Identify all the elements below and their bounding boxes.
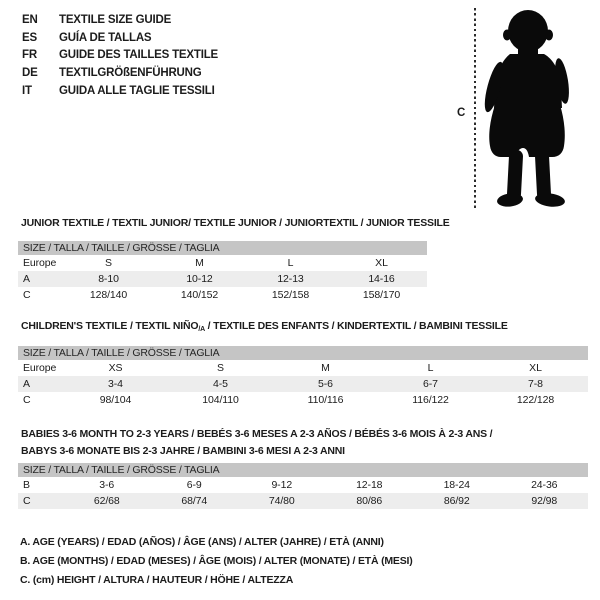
baby-ear-left [503,30,511,41]
baby-torso [494,54,562,108]
age-cell: 7-8 [528,378,543,390]
size-cell: XL [529,362,542,374]
language-row-en [22,11,218,29]
footnote-a: A. AGE (YEARS) / EDAD (AÑOS) / ÂGE (ANS) / ALTER (JAHRE) / ETÀ (ANNI) [20,535,384,548]
babies-title-line2: BABYS 3-6 MONATE BIS 2-3 JAHRE / BAMBINI 3-6 MESI A 2-3 ANNI [21,445,345,457]
size-header-bar: SIZE / TALLA / TAILLE / GRÖSSE / TAGLIA [18,463,588,477]
children-size-table [18,346,588,408]
size-cell: S [105,257,112,269]
height-cell: 110/116 [307,394,344,406]
children-title-main: CHILDREN'S TEXTILE / TEXTIL NIÑO [21,320,199,332]
table-row-europe [18,360,588,376]
table-row-age [18,376,588,392]
height-cell: 92/98 [531,495,558,507]
language-row-fr [22,46,218,64]
row-label: A [23,273,30,285]
language-code: ES [22,31,37,44]
table-row-age [18,271,427,287]
footnote-c: C. (cm) HEIGHT / ALTURA / HAUTEUR / HÖHE / ALTEZZA [20,573,294,586]
size-header-bar: SIZE / TALLA / TAILLE / GRÖSSE / TAGLIA [18,346,588,360]
height-cell: 122/128 [516,394,555,406]
age-cell: 18-24 [443,479,470,491]
language-row-es [22,29,218,47]
size-cell: S [217,362,224,374]
height-cell: 116/122 [412,394,449,406]
size-header-bar: SIZE / TALLA / TAILLE / GRÖSSE / TAGLIA [18,241,427,255]
age-cell: 6-7 [423,378,438,390]
junior-size-table [18,241,427,303]
table-row-age-months [18,477,588,493]
language-row-it [22,82,218,100]
age-cell: 12-13 [277,273,304,285]
age-cell: 4-5 [213,378,228,390]
row-label: Europe [23,362,57,374]
height-cell: 158/170 [362,289,401,301]
baby-silhouette [482,8,577,209]
row-label: C [23,289,31,301]
babies-size-table [18,463,588,509]
age-cell: 10-12 [186,273,213,285]
babies-table-title [21,426,581,460]
baby-leg-right [535,150,552,201]
height-cell: 128/140 [89,289,128,301]
height-measure-dashed-line [474,8,476,209]
size-cell: XS [108,362,123,374]
language-title-list [22,11,218,99]
footnotes [20,532,413,589]
height-cell: 74/80 [268,495,295,507]
table-row-height [18,392,588,408]
language-title: TEXTILGRÖßENFÜHRUNG [59,66,202,79]
size-cell: M [195,257,204,269]
row-label: C [23,495,31,507]
language-title: GUIDA ALLE TAGLIE TESSILI [59,84,215,97]
row-label: A [23,378,30,390]
age-cell: 3-6 [99,479,115,491]
size-cell: L [427,362,434,374]
height-cell: 152/158 [271,289,310,301]
age-cell: 24-36 [531,479,558,491]
baby-ear-right [545,30,553,41]
size-cell: M [321,362,330,374]
height-cell: 62/68 [93,495,120,507]
language-title: GUÍA DE TALLAS [59,31,152,44]
size-cell: XL [375,257,388,269]
height-measure-label: C [457,107,466,119]
language-code: FR [22,49,37,62]
age-cell: 12-18 [356,479,383,491]
baby-leg-left [507,150,524,201]
age-cell: 3-4 [108,378,123,390]
age-cell: 8-10 [98,273,119,285]
height-cell: 140/152 [180,289,219,301]
junior-table-title: JUNIOR TEXTILE / TEXTIL JUNIOR/ TEXTILE JUNIOR / JUNIORTEXTIL / JUNIOR TESSILE [21,217,450,229]
age-cell: 9-12 [271,479,293,491]
language-code: EN [22,13,38,26]
language-code: IT [22,84,32,97]
row-label: C [23,394,31,406]
language-row-de [22,64,218,82]
table-row-height [18,287,427,303]
table-row-height [18,493,588,509]
language-title: TEXTILE SIZE GUIDE [59,13,172,26]
row-label: Europe [23,257,57,269]
language-code: DE [22,66,38,79]
children-table-title [21,320,508,332]
baby-shorts [489,105,565,157]
footnote-b: B. AGE (MONTHS) / EDAD (MESES) / ÂGE (MOIS) / ALTER (MONATE) / ETÀ (MESI) [20,554,413,567]
age-cell: 14-16 [368,273,395,285]
age-cell: 5-6 [318,378,333,390]
height-cell: 86/92 [443,495,470,507]
size-cell: L [287,257,294,269]
language-title: GUIDE DES TAILLES TEXTILE [59,49,218,62]
age-cell: 6-9 [186,479,202,491]
height-cell: 98/104 [99,394,132,406]
children-title-subscript: /A [198,326,205,333]
height-cell: 80/86 [356,495,383,507]
children-title-rest: / TEXTILE DES ENFANTS / KINDERTEXTIL / BAMBINI TESSILE [204,320,508,332]
babies-title-line1: BABIES 3-6 MONTH TO 2-3 YEARS / BEBÉS 3-6 MESES A 2-3 AÑOS / BÉBÉS 3-6 MOIS À 2-3 ANS / [21,428,493,440]
height-cell: 68/74 [181,495,208,507]
height-cell: 104/110 [202,394,239,406]
row-label: B [23,479,30,491]
table-row-europe [18,255,427,271]
baby-silhouette-shape [482,10,572,208]
